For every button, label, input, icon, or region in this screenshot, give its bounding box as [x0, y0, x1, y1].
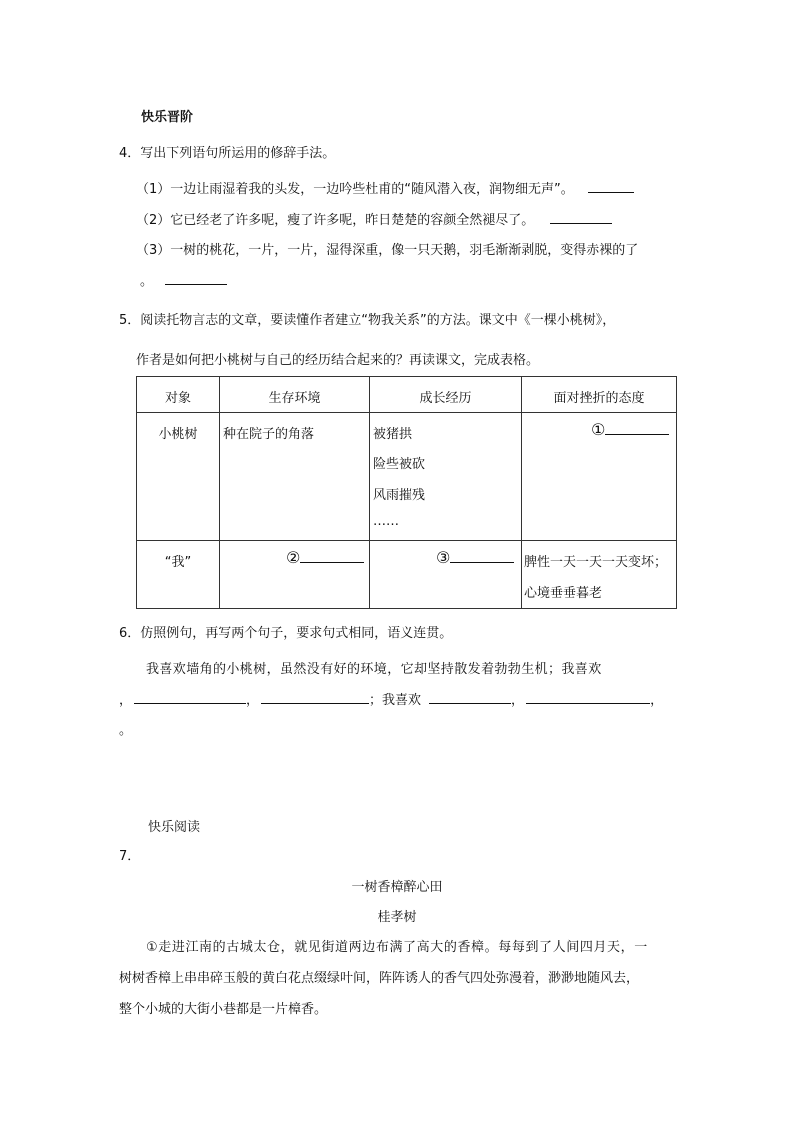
header-environment: 生存环境	[268, 391, 321, 406]
row2-attitude-2: 心境垂垂暮老	[524, 586, 603, 601]
answer-blank[interactable]	[588, 179, 634, 193]
answer-blank[interactable]	[261, 690, 369, 704]
question-4-item-2	[136, 209, 612, 228]
marker-1: ①	[591, 420, 606, 439]
question-6-end: 。	[119, 723, 133, 738]
section-heading: 快乐晋阶	[141, 110, 194, 125]
header-experience: 成长经历	[419, 391, 472, 406]
article-title: 一树香樟醉心田	[351, 880, 443, 895]
item-text: （1）一边让雨湿着我的头发，一边吟些杜甫的“随风潜入夜，润物细无声”。	[136, 182, 574, 197]
section-heading: 快乐阅读	[148, 820, 201, 835]
comparison-table	[136, 376, 677, 609]
answer-blank[interactable]	[605, 421, 669, 435]
header-attitude: 面对挫折的态度	[553, 391, 645, 406]
answer-blank[interactable]	[300, 549, 364, 563]
row1-experience-3: 风雨摧残	[373, 488, 426, 503]
article-paragraph-line: 树树香樟上串串碎玉般的黄白花点缀绿叶间，阵阵诱人的香气四处弥漫着，渺渺地随风去，	[119, 971, 640, 986]
table-header-row	[137, 377, 677, 413]
answer-blank[interactable]	[450, 549, 514, 563]
answer-slot-2	[286, 548, 364, 567]
article-paragraph-line: ①走进江南的古城太仓，就见街道两边布满了高大的香樟。每每到了人间四月天，一	[146, 940, 648, 955]
punctuation: ；我喜欢	[369, 693, 422, 708]
question-5-stem: 5．阅读托物言志的文章，要读懂作者建立“物我关系”的方法。课文中《一棵小桃树》，	[119, 313, 616, 328]
answer-blank[interactable]	[165, 271, 227, 285]
item-end-text: 。	[140, 274, 154, 289]
question-6-stem: 6．仿照例句，再写两个句子，要求句式相同，语义连贯。	[119, 626, 453, 641]
question-4-stem: 4．写出下列语句所运用的修辞手法。	[119, 146, 336, 161]
header-object: 对象	[164, 391, 191, 406]
answer-blank[interactable]	[526, 690, 650, 704]
question-5-stem-2: 作者是如何把小桃树与自己的经历结合起来的？再读课文，完成表格。	[136, 353, 540, 368]
question-4-item-1	[136, 178, 634, 197]
punctuation: ，	[119, 693, 133, 708]
table-row	[137, 413, 677, 541]
question-6-answer-line	[119, 689, 663, 708]
marker-2: ②	[286, 548, 301, 567]
answer-blank[interactable]	[429, 690, 511, 704]
punctuation: ，	[246, 693, 260, 708]
question-4-item-3-end	[140, 270, 227, 289]
answer-slot-3	[436, 548, 514, 567]
row1-object: 小桃树	[158, 427, 198, 442]
marker-3: ③	[436, 548, 451, 567]
row1-experience-4: ……	[373, 514, 399, 529]
article-paragraph-line: 整个小城的大街小巷都是一片樟香。	[119, 1002, 328, 1017]
question-4-item-3: （3）一树的桃花，一片，一片，湿得深重，像一只天鹅，羽毛渐渐剥脱，变得赤裸的了	[136, 243, 639, 258]
row1-experience-2: 险些被砍	[373, 457, 426, 472]
row1-environment: 种在院子的角落	[223, 427, 315, 442]
item-text: （2）它已经老了许多呢，瘦了许多呢，昨日楚楚的容颜全然褪尽了。	[136, 213, 535, 228]
answer-blank[interactable]	[550, 210, 612, 224]
row2-attitude-1: 脾性一天一天一天变坏；	[524, 555, 668, 570]
row2-object: “我”	[164, 555, 192, 570]
punctuation: ，	[511, 693, 525, 708]
table-row	[137, 541, 677, 609]
answer-slot-1	[591, 420, 669, 439]
article-author: 桂孝树	[377, 910, 417, 925]
answer-blank[interactable]	[134, 690, 246, 704]
punctuation: ，	[650, 693, 664, 708]
question-7-number: 7．	[119, 849, 141, 864]
question-6-example: 我喜欢墙角的小桃树，虽然没有好的环境，它却坚持散发着勃勃生机；我喜欢	[146, 662, 602, 677]
row1-experience-1: 被猪拱	[373, 427, 413, 442]
